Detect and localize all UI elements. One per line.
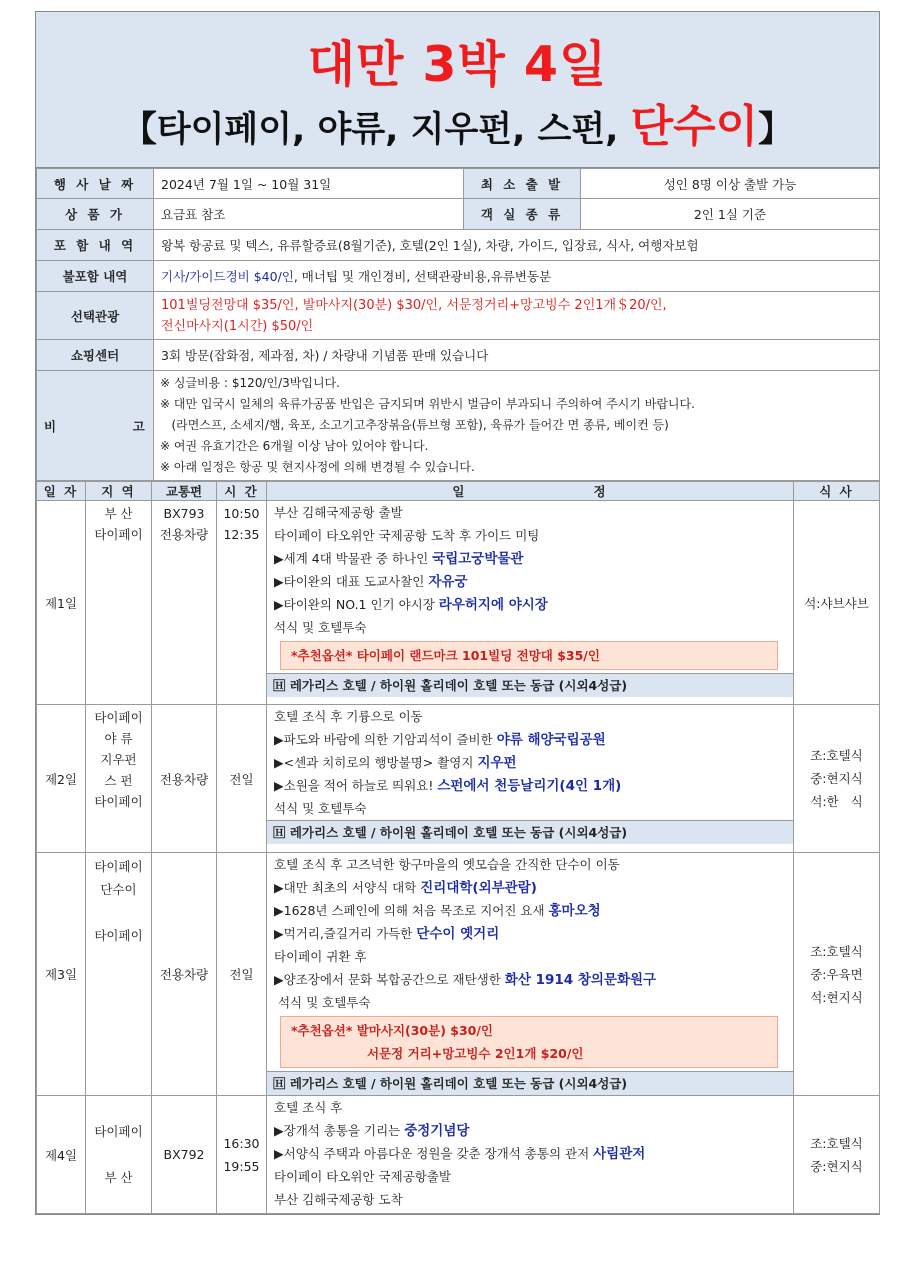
- day3-meal-breakfast: 조:호텔식: [810, 943, 863, 959]
- day3-line1: 호텔 조식 후 고즈넉한 항구마을의 옛모습을 간직한 단수이 이동: [274, 857, 620, 872]
- day4-time-depart: 16:30: [223, 1135, 260, 1151]
- title-sub-part1: 【타이페이, 야류, 지우펀, 스펀,: [121, 110, 631, 150]
- remark-schedule-change: ※ 아래 일정은 항공 및 현지사정에 의해 변경될 수 있습니다.: [160, 460, 475, 474]
- shopping-label: 쇼핑센터: [37, 340, 154, 371]
- day2-line5: 석식 및 호텔투숙: [274, 801, 367, 816]
- day3-meal-dinner: 석:현지식: [810, 989, 863, 1005]
- day4-line3-highlight: 사림관저: [593, 1146, 646, 1162]
- day4-line2: [274, 1119, 786, 1142]
- shopping-value: 3회 방문(잡화점, 제과점, 차) / 차량내 기념품 판매 있습니다: [154, 340, 880, 371]
- day1-label: 제1일: [37, 501, 86, 705]
- day4-region: [86, 1096, 152, 1214]
- day4-region-busan: 부 산: [104, 1170, 133, 1185]
- day2-line3-highlight: 지우펀: [477, 755, 517, 771]
- day3-line3: [274, 899, 786, 922]
- day1-flight: BX793: [163, 506, 205, 521]
- day4-region-spacer: [88, 1143, 149, 1166]
- remark-single-cost: ※ 싱글비용 : $120/인/3박입니다.: [160, 376, 340, 390]
- excluded-guide-fee: 기사/가이드경비 $40/인: [161, 269, 294, 284]
- day4-region-taipei: 타이페이: [94, 1124, 143, 1139]
- optional-tour-value: [154, 292, 880, 340]
- remark-passport: ※ 여권 유효기간은 6개월 이상 남아 있어야 합니다.: [160, 439, 429, 453]
- day3-line2: [274, 876, 786, 899]
- schedule-header-row: [37, 482, 880, 501]
- day1-line2: 타이페이 타오위안 국제공항 도착 후 가이드 미팅: [274, 528, 540, 543]
- title-sub: [36, 99, 879, 158]
- remarks-label: 비 고: [37, 371, 154, 481]
- day2-region: [86, 705, 152, 853]
- room-type-value: 2인 1실 기준: [581, 199, 880, 230]
- schedule-row-day1: [37, 501, 880, 705]
- day1-region-taipei: 타이페이: [94, 527, 143, 542]
- day3-line6-highlight: 화산 1914 창의문화원구: [504, 972, 657, 988]
- schedule-row-day2: [37, 705, 880, 853]
- header-itinerary: 일 정: [267, 482, 794, 501]
- day2-meal-lunch: 중:현지식: [810, 771, 863, 786]
- day2-transport: 전용차량: [152, 705, 217, 853]
- excluded-rest: , 매너팁 및 개인경비, 선택관광비용,유류변동분: [293, 269, 552, 284]
- day1-line5-highlight: 라우허지에 야시장: [438, 597, 548, 613]
- day4-line2-highlight: 중정기념당: [404, 1123, 470, 1139]
- day4-line2-text: ▶장개석 총통을 기리는: [274, 1123, 405, 1138]
- day3-line3-highlight: 홍마오청: [548, 903, 601, 919]
- day1-line5: [274, 593, 786, 616]
- day2-line2: [274, 728, 786, 751]
- schedule-table: [36, 481, 880, 1214]
- optional-tour-line1: 101빌딩전망대 $35/인, 발마사지(30분) $30/인, 서문정거리+망고빙수 2인1개＄20/인,: [161, 297, 667, 313]
- day4-label: 제4일: [37, 1096, 86, 1214]
- day4-flight: BX792: [152, 1096, 217, 1214]
- day3-region-danshui: 단수이: [100, 882, 137, 897]
- day3-line4-text: ▶먹거리,즐길거리 가득한: [274, 926, 417, 941]
- min-departure-value: 성인 8명 이상 출발 가능: [581, 169, 880, 199]
- day3-option-box: [280, 1016, 778, 1068]
- day3-line4: [274, 922, 786, 945]
- day3-line5: 타이페이 귀환 후: [274, 949, 367, 964]
- day3-line2-highlight: 진리대학(외부관람): [420, 880, 537, 896]
- day2-line4-highlight: 스펀에서 천등날리기(4인 1개): [437, 778, 622, 794]
- day3-line3-text: ▶1628년 스페인에 의해 처음 목조로 지어진 요새: [274, 903, 549, 918]
- day4-meal-breakfast: 조:호텔식: [810, 1135, 863, 1151]
- day1-region-busan: 부 산: [104, 506, 133, 521]
- day2-line2-text: ▶파도와 바람에 의한 기암괴석이 즐비한: [274, 732, 497, 747]
- day3-meal: [794, 853, 880, 1096]
- day3-region-taipei: 타이페이: [94, 859, 143, 874]
- day2-region-shifen: 스 펀: [104, 773, 133, 788]
- day1-line6: 석식 및 호텔투숙: [274, 620, 367, 635]
- day1-time-arrive: 12:35: [223, 527, 260, 542]
- day1-line3: [274, 547, 786, 570]
- title-sub-close: 】: [758, 110, 794, 150]
- day2-line3: [274, 751, 786, 774]
- day1-hotel: 🄷 레가리스 호텔 / 하이원 홀리데이 호텔 또는 동급 (시외4성급): [267, 673, 793, 697]
- day3-meal-lunch: 중:우육면: [810, 966, 863, 982]
- day1-region: [86, 501, 152, 705]
- day3-line6-text: ▶양조장에서 문화 복합공간으로 재탄생한: [274, 972, 505, 987]
- min-departure-label: 최 소 출 발: [464, 169, 581, 199]
- day2-meal: [794, 705, 880, 853]
- day3-time: 전일: [217, 853, 267, 1096]
- day4-line3-text: ▶서양식 주택과 아름다운 정원을 갖춘 장개석 총통의 관저: [274, 1146, 594, 1161]
- schedule-row-day3: [37, 853, 880, 1096]
- day1-line4-text: ▶타이완의 대표 도교사찰인: [274, 574, 429, 589]
- day1-time: [217, 501, 267, 705]
- day3-itinerary: [267, 853, 794, 1096]
- day3-region-spacer: [88, 901, 149, 924]
- header-time: 시 간: [217, 482, 267, 501]
- day1-line3-highlight: 국립고궁박물관: [432, 551, 524, 567]
- day3-label: 제3일: [37, 853, 86, 1096]
- day2-itinerary: [267, 705, 794, 853]
- schedule-row-day4: [37, 1096, 880, 1214]
- day3-option1: *추천옵션* 발마사지(30분) $30/인: [291, 1023, 494, 1038]
- included-value: 왕복 항공료 및 텍스, 유류할증료(8월기준), 호텔(2인 1실), 차량, 가이드, 입장료, 식사, 여행자보험: [154, 230, 880, 261]
- day1-meal: 석:샤브샤브: [794, 501, 880, 705]
- price-label: 상 품 가: [37, 199, 154, 230]
- title-banner: [36, 12, 879, 168]
- day3-region-taipei-return: 타이페이: [94, 928, 143, 943]
- day3-region: [86, 853, 152, 1096]
- day2-region-taipei-return: 타이페이: [94, 794, 143, 809]
- optional-tour-label: 선택관광: [37, 292, 154, 340]
- title-main: 대만 3박 4일: [307, 36, 608, 93]
- day2-line3-text: ▶<센과 치히로의 행방불명> 촬영지: [274, 755, 478, 770]
- day4-time: [217, 1096, 267, 1214]
- day3-line7: 석식 및 호텔투숙: [274, 995, 371, 1010]
- day1-line1: 부산 김해국제공항 출발: [274, 505, 403, 520]
- day4-line4: 타이페이 타오위안 국제공항출발: [274, 1169, 451, 1184]
- optional-tour-line2: 전신마사지(1시간) $50/인: [161, 318, 314, 334]
- day4-line5: 부산 김해국제공항 도착: [274, 1192, 403, 1207]
- day1-line5-text: ▶타이완의 NO.1 인기 야시장: [274, 597, 439, 612]
- day3-hotel: 🄷 레가리스 호텔 / 하이원 홀리데이 호텔 또는 동급 (시외4성급): [267, 1071, 793, 1095]
- day1-line4-highlight: 자유궁: [428, 574, 468, 590]
- day2-region-jiufen: 지우펀: [100, 752, 137, 767]
- day4-itinerary: [267, 1096, 794, 1214]
- day2-hotel: 🄷 레가리스 호텔 / 하이원 홀리데이 호텔 또는 동급 (시외4성급): [267, 820, 793, 844]
- day2-meal-dinner: 석:한 식: [810, 794, 863, 809]
- day2-line4: [274, 774, 786, 797]
- date-value: 2024년 7월 1일 ~ 10월 31일: [154, 169, 464, 199]
- header-transport: 교통편: [152, 482, 217, 501]
- header-day: 일 자: [37, 482, 86, 501]
- remark-meat-ban: ※ 대만 입국시 일체의 육류가공품 반입은 금지되며 위반시 벌금이 부과되니 주의하여 주시기 바랍니다.: [160, 397, 695, 411]
- included-label: 포 함 내 역: [37, 230, 154, 261]
- remark-meat-examples: (라면스프, 소세지/햄, 육포, 소고기고추장볶음(튜브형 포함), 육류가 들어간 면 종류, 베이컨 등): [160, 418, 669, 432]
- day2-meal-breakfast: 조:호텔식: [810, 748, 863, 763]
- day1-time-depart: 10:50: [223, 506, 260, 521]
- day1-transport: [152, 501, 217, 705]
- day4-meal: [794, 1096, 880, 1214]
- room-type-label: 객 실 종 류: [464, 199, 581, 230]
- day1-vehicle: 전용차량: [159, 527, 209, 542]
- day2-line1: 호텔 조식 후 기륭으로 이동: [274, 709, 423, 724]
- header-meal: 식 사: [794, 482, 880, 501]
- price-value: 요금표 참조: [154, 199, 464, 230]
- day2-time: 전일: [217, 705, 267, 853]
- day3-line6: [274, 968, 786, 991]
- day1-itinerary: [267, 501, 794, 705]
- day3-option2: 서문정 거리+망고빙수 2인1개 $20/인: [367, 1046, 584, 1061]
- day2-region-yehliu: 야 류: [104, 731, 133, 746]
- day4-line1: 호텔 조식 후: [274, 1100, 343, 1115]
- day4-line3: [274, 1142, 786, 1165]
- day3-transport: 전용차량: [152, 853, 217, 1096]
- info-table: [36, 168, 880, 481]
- day2-label: 제2일: [37, 705, 86, 853]
- day4-time-arrive: 19:55: [223, 1158, 260, 1174]
- remarks-box: [154, 371, 880, 481]
- day1-line3-text: ▶세계 4대 박물관 중 하나인: [274, 551, 433, 566]
- excluded-value: [154, 261, 880, 292]
- day2-line4-text: ▶소원을 적어 하늘로 띄워요!: [274, 778, 438, 793]
- day2-region-taipei: 타이페이: [94, 710, 143, 725]
- day1-option-box: *추천옵션* 타이페이 랜드마크 101빌딩 전망대 $35/인: [280, 641, 778, 670]
- itinerary-sheet: [35, 11, 880, 1215]
- date-label: 행 사 날 짜: [37, 169, 154, 199]
- day3-line4-highlight: 단수이 옛거리: [416, 926, 500, 942]
- excluded-label: 불포함 내역: [37, 261, 154, 292]
- day3-line2-text: ▶대만 최초의 서양식 대학: [274, 880, 421, 895]
- header-region: 지 역: [86, 482, 152, 501]
- day1-line4: [274, 570, 786, 593]
- title-sub-highlight: 단수이: [630, 101, 759, 152]
- day2-line2-highlight: 야류 해양국립공원: [496, 732, 606, 748]
- day4-meal-lunch: 중:현지식: [810, 1158, 863, 1174]
